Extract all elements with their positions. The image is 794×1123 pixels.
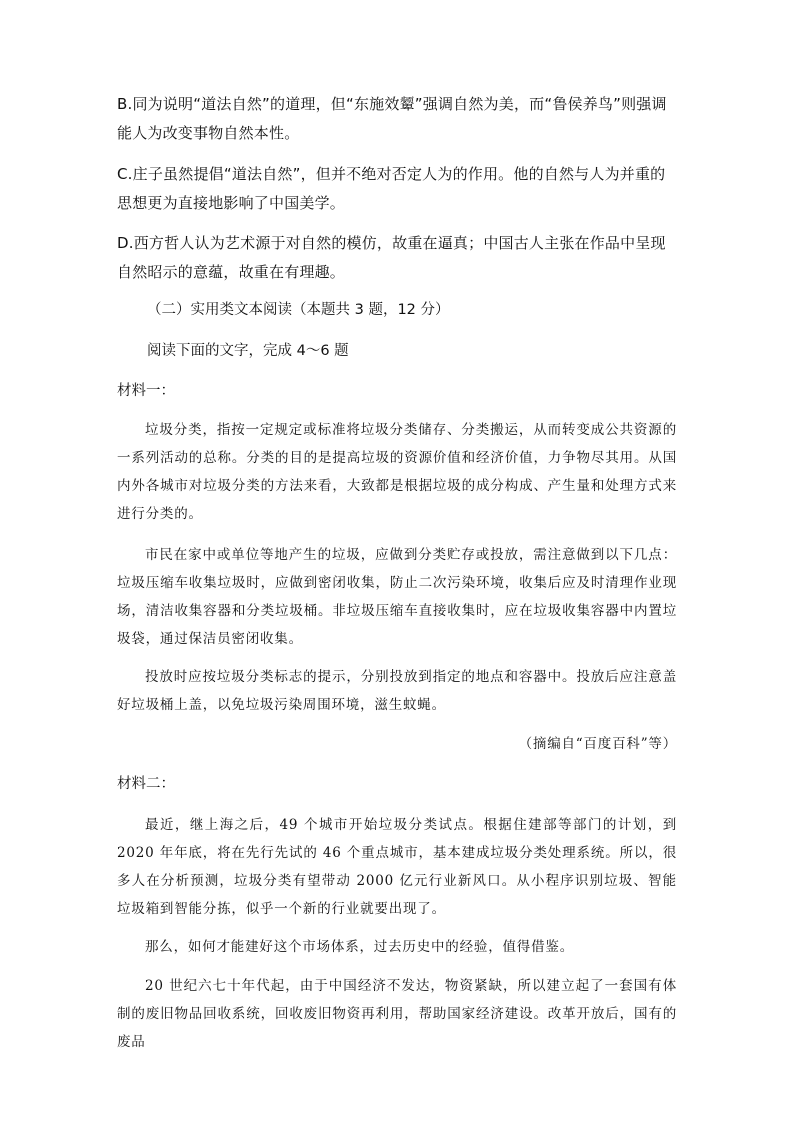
- material-1-paragraph-1: 垃圾分类，指按一定规定或标准将垃圾分类储存、分类搬运，从而转变成公共资源的一系列活动的总称。分类的目的是提高垃圾的资源价值和经济价值，力争物尽其用。从国内外各城市对垃圾分类的方法来看，大致都是根据垃圾的成分构成、产生量和处理方式来进行分类的。: [117, 422, 677, 522]
- material-1-source: （摘编自“百度百科”等）: [518, 736, 677, 752]
- material-2-paragraph-2: 那么，如何才能建好这个市场体系，过去历史中的经验，值得借鉴。: [145, 939, 574, 955]
- option-b: B.同为说明“道法自然”的道理，但“东施效颦”强调自然为美，而“鲁侯养鸟”则强调能人为改变事物自然本性。: [117, 95, 667, 142]
- option-d: D.西方哲人认为艺术源于对自然的模仿，故重在逼真；中国古人主张在作品中呈现自然昭示的意蕴，故重在有理趣。: [117, 234, 666, 281]
- section-instruction: 阅读下面的文字，完成 4～6 题: [147, 343, 349, 359]
- material-1-paragraph-3: 投放时应按垃圾分类标志的提示，分别投放到指定的地点和容器中。投放后应注意盖好垃圾桶上盖，以免垃圾污染周围环境，滋生蚊蝇。: [117, 669, 677, 713]
- material-1-paragraph-2: 市民在家中或单位等地产生的垃圾，应做到分类贮存或投放，需注意做到以下几点：垃圾压缩车收集垃圾时，应做到密闭收集，防止二次污染环境，收集后应及时清理作业现场，清洁收集容器和分类垃圾桶。非垃圾压缩车直接收集时，应在垃圾收集容器中内置垃圾袋，通过保洁员密闭收集。: [117, 547, 677, 647]
- option-c: C.庄子虽然提倡“道法自然”，但并不绝对否定人为的作用。他的自然与人为并重的思想更为直接地影响了中国美学。: [117, 165, 666, 212]
- section-heading: （二）实用类文本阅读（本题共 3 题，12 分）: [147, 302, 450, 318]
- material-2-paragraph-1: 最近，继上海之后，49 个城市开始垃圾分类试点。根据住建部等部门的计划，到 2020 年年底，将在先行先试的 46 个重点城市，基本建成垃圾分类处理系统。所以，很多人在分析预测，垃圾分类有望带动 2000 亿元行业新风口。从小程序识别垃圾、智能垃圾箱到智能分拣，似乎一个新的行业就要出现了。: [117, 817, 677, 917]
- material-2-label: 材料二：: [117, 776, 175, 792]
- material-2-paragraph-3: 20 世纪六七十年代起，由于中国经济不发达，物资紧缺，所以建立起了一套国有体制的废旧物品回收系统，回收废旧物资再利用，帮助国家经济建设。改革开放后，国有的废品: [117, 978, 677, 1050]
- material-1-label: 材料一：: [117, 383, 175, 399]
